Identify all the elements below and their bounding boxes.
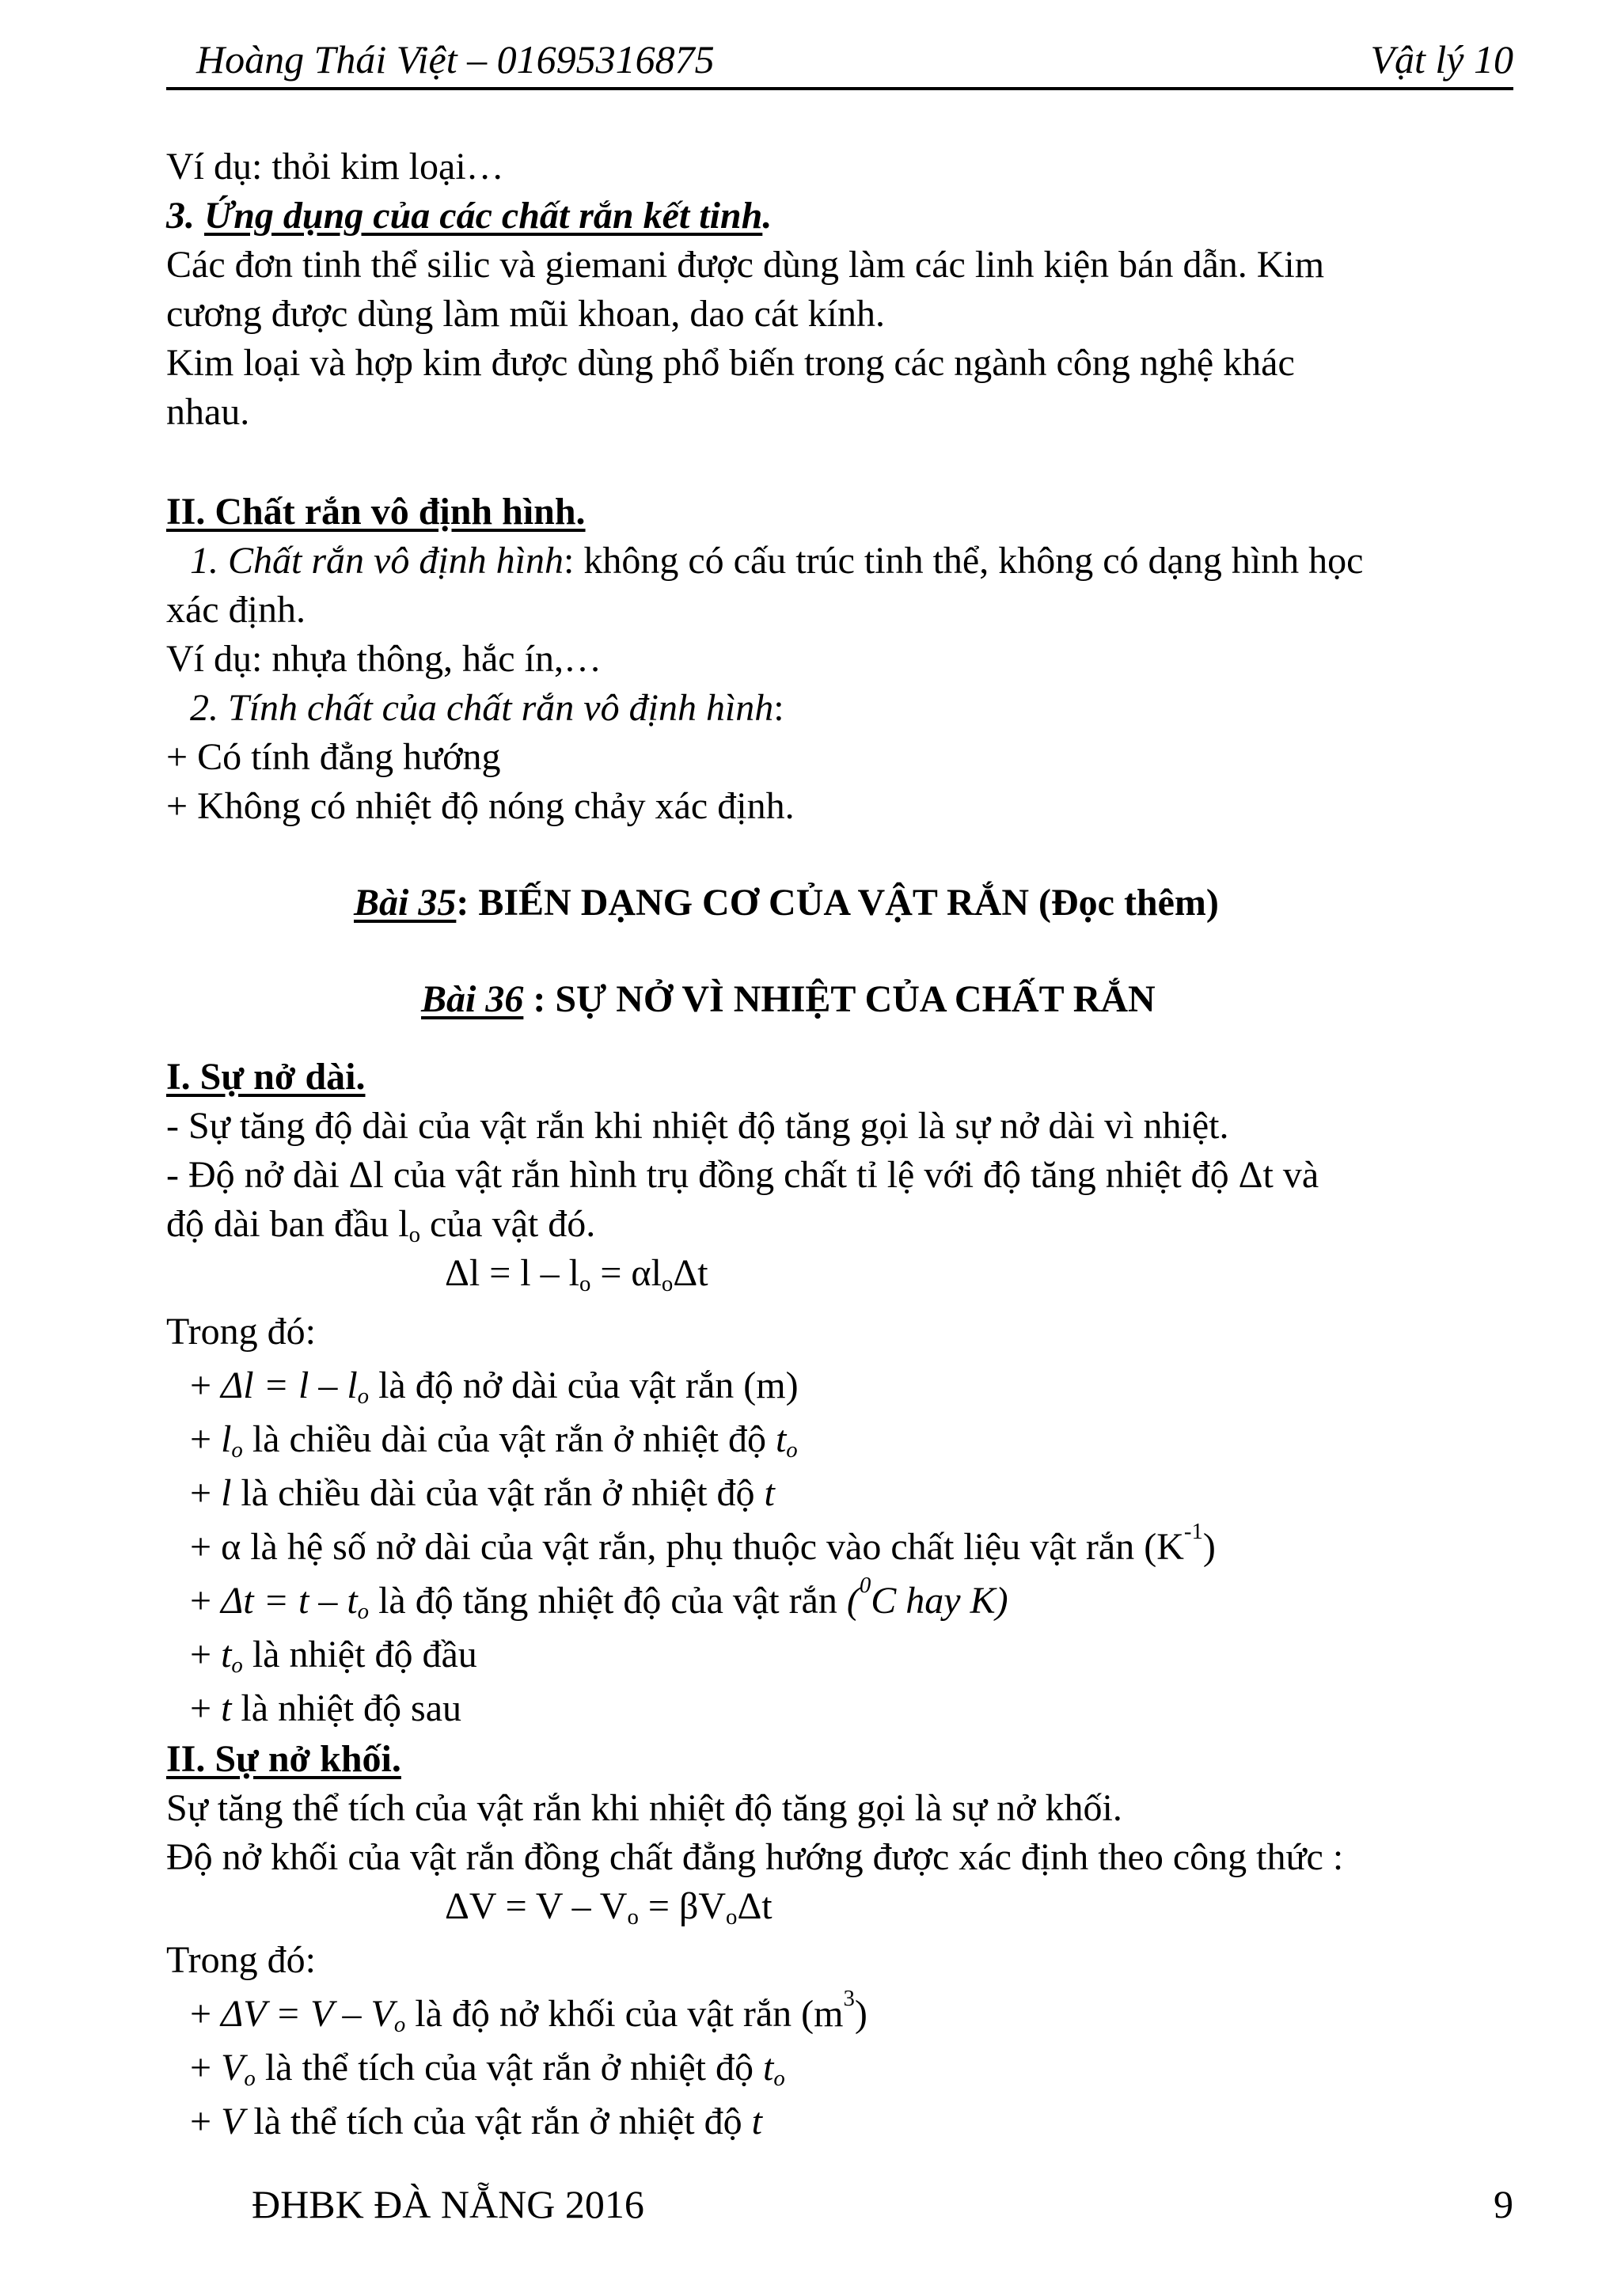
formula-volume-expansion: $\Delta V = V - V_o = \beta V_o\Delta t$ [445, 1885, 773, 1930]
page-number: 9 [1494, 2182, 1513, 2226]
paragraph-line: - Sự tăng độ dài của vật rắn khi nhiệt độ tăng gọi là sự nở dài vì nhiệt. [166, 1105, 1229, 1147]
example-amorphous: Ví dụ: nhựa thông, hắc ín,… [166, 638, 602, 680]
amorphous-properties: 2. Tính chất của chất rắn vô định hình: [190, 687, 784, 729]
term-item: + $\Delta l = l - l_o$ là độ nở dài của vật rắn (m) [190, 1364, 799, 1410]
term-item: + l là chiều dài của vật rắn ở nhiệt độ t [190, 1472, 775, 1514]
list-item: + Có tính đẳng hướng [166, 736, 501, 778]
term-item: + α là hệ số nở dài của vật rắn, phụ thuộc vào chất liệu vật rắn $(K^{-1})$ [190, 1519, 1216, 1568]
where-label: Trong đó: [166, 1939, 316, 1981]
heading-linear-expansion: I. Sự nở dài. [166, 1056, 366, 1098]
term-item: + $\Delta V = V - V_o$ là độ nở khối của vật rắn $(m^3)$ [190, 1986, 867, 2038]
heading-volume-expansion: II. Sự nở khối. [166, 1738, 401, 1780]
term-item: + $\Delta t = t - t_o$ là độ tăng nhiệt độ của vật rắn ($^0$C hay K) [190, 1573, 1008, 1625]
header-subject: Vật lý 10 [1370, 37, 1513, 82]
formula-linear-expansion: $\Delta l = l - l_o = \alpha l_o\Delta t$ [445, 1252, 708, 1297]
header-author: Hoàng Thái Việt – 01695316875 [196, 37, 715, 82]
term-item: + V là thể tích của vật rắn ở nhiệt độ t [190, 2101, 762, 2142]
lesson-36-title: Bài 36 : SỰ NỞ VÌ NHIỆT CỦA CHẤT RẮN [421, 978, 1156, 1020]
heading-amorphous: II. Chất rắn vô định hình. [166, 491, 586, 533]
term-item: + t là nhiệt độ sau [190, 1687, 462, 1729]
amorphous-definition: 1. Chất rắn vô định hình: không có cấu trúc tinh thể, không có dạng hình học [190, 540, 1364, 582]
term-item: + $t_o$ là nhiệt độ đầu [190, 1634, 477, 1679]
example-metal: Ví dụ: thỏi kim loại… [166, 146, 504, 188]
paragraph-line: Kim loại và hợp kim được dùng phổ biến trong các ngành công nghệ khác [166, 342, 1295, 384]
paragraph-line: Sự tăng thể tích của vật rắn khi nhiệt độ tăng gọi là sự nở khối. [166, 1787, 1122, 1829]
paragraph-line: Độ nở khối của vật rắn đồng chất đẳng hướng được xác định theo công thức : [166, 1836, 1344, 1878]
paragraph-line: cương được dùng làm mũi khoan, dao cát kính. [166, 293, 885, 335]
paragraph-line: - Độ nở dài Δl của vật rắn hình trụ đồng chất tỉ lệ với độ tăng nhiệt độ Δt và [166, 1154, 1319, 1196]
paragraph-line: xác định. [166, 589, 306, 631]
term-item: + $V_o$ là thể tích của vật rắn ở nhiệt độ $t_o$ [190, 2047, 785, 2092]
paragraph-line: Các đơn tinh thể silic và giemani được dùng làm các linh kiện bán dẫn. Kim [166, 244, 1325, 286]
paragraph-line: độ dài ban đầu $l_o$ của vật đó. [166, 1203, 596, 1248]
footer-institution: ĐHBK ĐÀ NẴNG 2016 [252, 2182, 644, 2226]
heading-applications: 3. Ứng dụng của các chất rắn kết tinh. [166, 195, 773, 237]
where-label: Trong đó: [166, 1311, 316, 1353]
header-rule [166, 87, 1513, 90]
paragraph-line: nhau. [166, 391, 250, 433]
lesson-35-title: Bài 35: BIẾN DẠNG CƠ CỦA VẬT RẮN (Đọc thêm) [354, 882, 1219, 924]
list-item: + Không có nhiệt độ nóng chảy xác định. [166, 785, 795, 827]
term-item: + $l_o$ là chiều dài của vật rắn ở nhiệt độ $t_o$ [190, 1418, 798, 1463]
